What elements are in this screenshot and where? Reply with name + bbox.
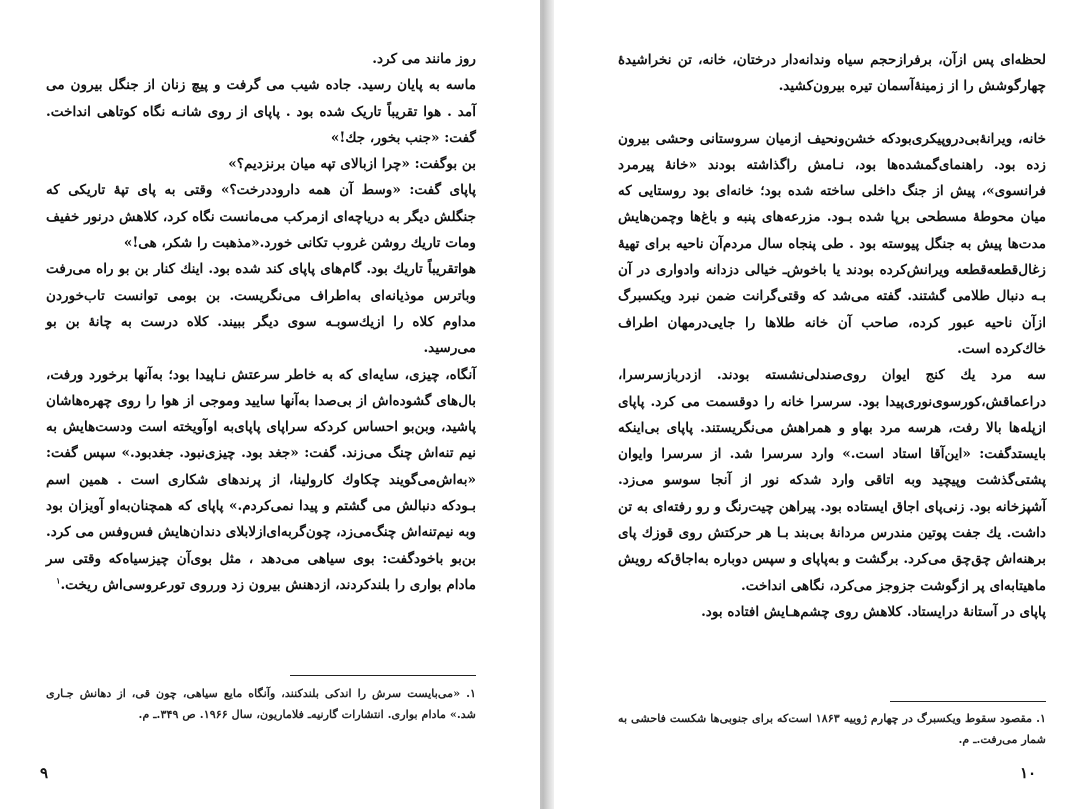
footnote-divider bbox=[290, 675, 476, 676]
paragraph: بن بوگفت: «چرا ازبالای تپه میان برنزدیم؟» bbox=[228, 156, 476, 173]
left-page bbox=[0, 0, 540, 809]
paragraph-with-footnote bbox=[618, 126, 1046, 363]
paragraph: لحظه‌ای پس ازآن، برفرازحجم سیاه وندانه‌دار درختان، خانه، تن نخراشیدهٔ چهارگوشش را از زمینهٔ‌آسمان تیره بیرون‌کشید. bbox=[618, 52, 1046, 95]
page-number: ۹ bbox=[40, 764, 49, 782]
footnote-divider bbox=[890, 701, 1046, 702]
paragraph: پاپای گفت: «وسط آن همه داروددرخت؟» وقتی به پای تپهٔ تاریکی که جنگلش دیگر به دریاچه‌ای ازمرکب می‌مانست نگاه کرد، کلاهش درنور خفیف ومات تاریك روشن غروب تکانی خورد.«مذهبت را شکر، هی!» bbox=[46, 182, 476, 252]
paragraph-text: آنگاه، چیزی، سایه‌ای که به خاطر سرعتش نـاپیدا بود؛ به‌آنها برخورد ورفت، بال‌های گشوده‌اش از بی‌صدا به‌آنها سایید وموجی از هوا را روی چهره‌هاشان پاشید، وبن‌بو احساس کردکه سراپای پاپای‌به اوآویخته است ودست‌هایش به نیم تنه‌اش چنگ می‌زند. گفت: «جغد بود. چیزی‌نبود. جغدبود.» سپس گفت: «به‌اش‌می‌گویند چکاوك کارولینا، از پرندهای شکاری است . همین اسم بـودکه دنبالش می گشتم و پیدا نمی‌کردم.» پاپای که همچنان‌به‌او آویزان بود وبه نیم‌تنه‌اش چنگ‌می‌زد، چون‌گربه‌ای‌ازلابلای دندان‌هایش فس‌وفس می کرد. بن‌بو باخودگفت: بوی سیاهی می‌دهد ، مثل بوی‌آن چیزسیاه‌که وقتی سر مادام بواری را بلندکردند، ازدهنش بیرون زد ورروی تورعروسی‌اش ریخت. bbox=[46, 366, 476, 593]
paragraph: هواتقریباً تاریك بود. گام‌های پاپای کند شده بود. اینك کنار بن بو راه می‌رفت وباترس موذیانه‌ای به‌اطراف می‌نگریست. بن بومی توانست تاب‌خوردن مداوم کلاه را ازیك‌سوبـه سوی دیگر ببیند. کلاه درست به چانهٔ بن بو می‌رسید. bbox=[46, 261, 476, 357]
footnote-marker: ۱ bbox=[56, 575, 61, 586]
paragraph: سه مرد یك کنج ایوان روی‌صندلی‌نشسته بودند. ازدرباز‌سرسرا، دراعماقش،کورسوی‌نوری‌پیدا بود. سرسرا خانه را دوقسمت می کرد. پاپای ازپله‌ها بالا رفت، هرسه مرد بهاو و همراهش می‌نگریستند. پاپای بی‌اینکه بایستدگفت: «این‌آقا استاد است.» وارد سرسرا شد. از سرسرا وایوان پشتی‌گذشت وپیچید وبه اتاقی وارد شدکه نور از آنجا سوسو می‌زد. آشپزخانه بود. زنی‌پای اجاق ایستاده بود. پیراهن چیت‌رنگ و رو رفته‌ای به تن داشت. یك جفت پوتین مندرس مردانهٔ بی‌بند بـا هر حرکتش روی قوزك پای برهنه‌اش چق‌چق می‌کرد. برگشت و به‌پاپای و سپس دوباره به‌اجاق‌که رویش ماهیتابه‌ای پر از‌گوشت جزوجز می‌کرد، نگاهی انداخت. bbox=[618, 367, 1046, 594]
paragraph: ماسه به پایان رسید. جاده شیب می گرفت و پیچ زنان از جنگل بیرون می آمد . هوا تقریباً تاریک شده بود . پاپای از روی شانـه نگاه کوتاهی انداخت. گفت: «جنب بخور، جك!» bbox=[46, 77, 476, 146]
footnote-text: ۱. مقصود سقوط ویکسبرگ در چهارم ژوییه ۱۸۶۳ است‌که برای جنوبی‌ها شکست فاحشی به شمار می‌رفت.ـ م. bbox=[618, 711, 1046, 746]
paragraph: روز مانند می کرد. bbox=[372, 51, 476, 67]
paragraph-with-footnote bbox=[46, 362, 476, 599]
footnote-text: ۱. «می‌بایست سرش را اندکی بلندکنند، وآنگاه مایع سیاهی، چون قی، از دهانش جـاری شد.» مادام بواری. انتشارات گارنیه‌ـ فلاماریون، سال ۱۹۶۶. ص ۳۴۹.ـ م. bbox=[46, 686, 476, 721]
right-page-body bbox=[618, 47, 1046, 625]
paragraph-text: خانه، ویرانهٔ‌بی‌درو‌پیکری‌بود‌که خشن‌ونحیف ازمیان سروستانی وحشی بیرون زده بود. راهنمای‌گمشده‌ها بود، نـامش را‌گذاشته بودند «خانهٔ پیرمرد فرانسوی»، پیش از جنگ داخلی ساخته شده بود؛ خانه‌ای بود روستایی که میان محوطهٔ مسطحی برپا شده بـود. مزرعه‌های پنبه و باغ‌ها وچمن‌هایش مدت‌ها پیش به جنگل پیوسته بود . طی پنجاه سال مردم‌آن ناحیه برای تهیهٔ زغال‌قطعه‌قطعه ویرانش‌کرده بودند یا باخوش‌ـ خیالی دزدانه وادواری در آن بـه دنبال طلامی گشتند. گفته می‌شد که وقتی‌گرانت ضمن نبرد ویکسبرگ ازآن ناحیه عبور کرده، صاحب آن خانه طلاها را جایی‌درمهان اطراف خاك‌کرده است. bbox=[618, 130, 1046, 357]
paragraph: پاپای در آستانهٔ درایستاد. کلاهش روی چشم‌هـایش افتاده بود. bbox=[701, 603, 1046, 620]
left-page-body bbox=[46, 46, 476, 598]
footnote bbox=[46, 683, 476, 725]
page-number: ۱۰ bbox=[1020, 764, 1037, 782]
right-page bbox=[550, 0, 1090, 809]
footnote bbox=[618, 708, 1046, 750]
